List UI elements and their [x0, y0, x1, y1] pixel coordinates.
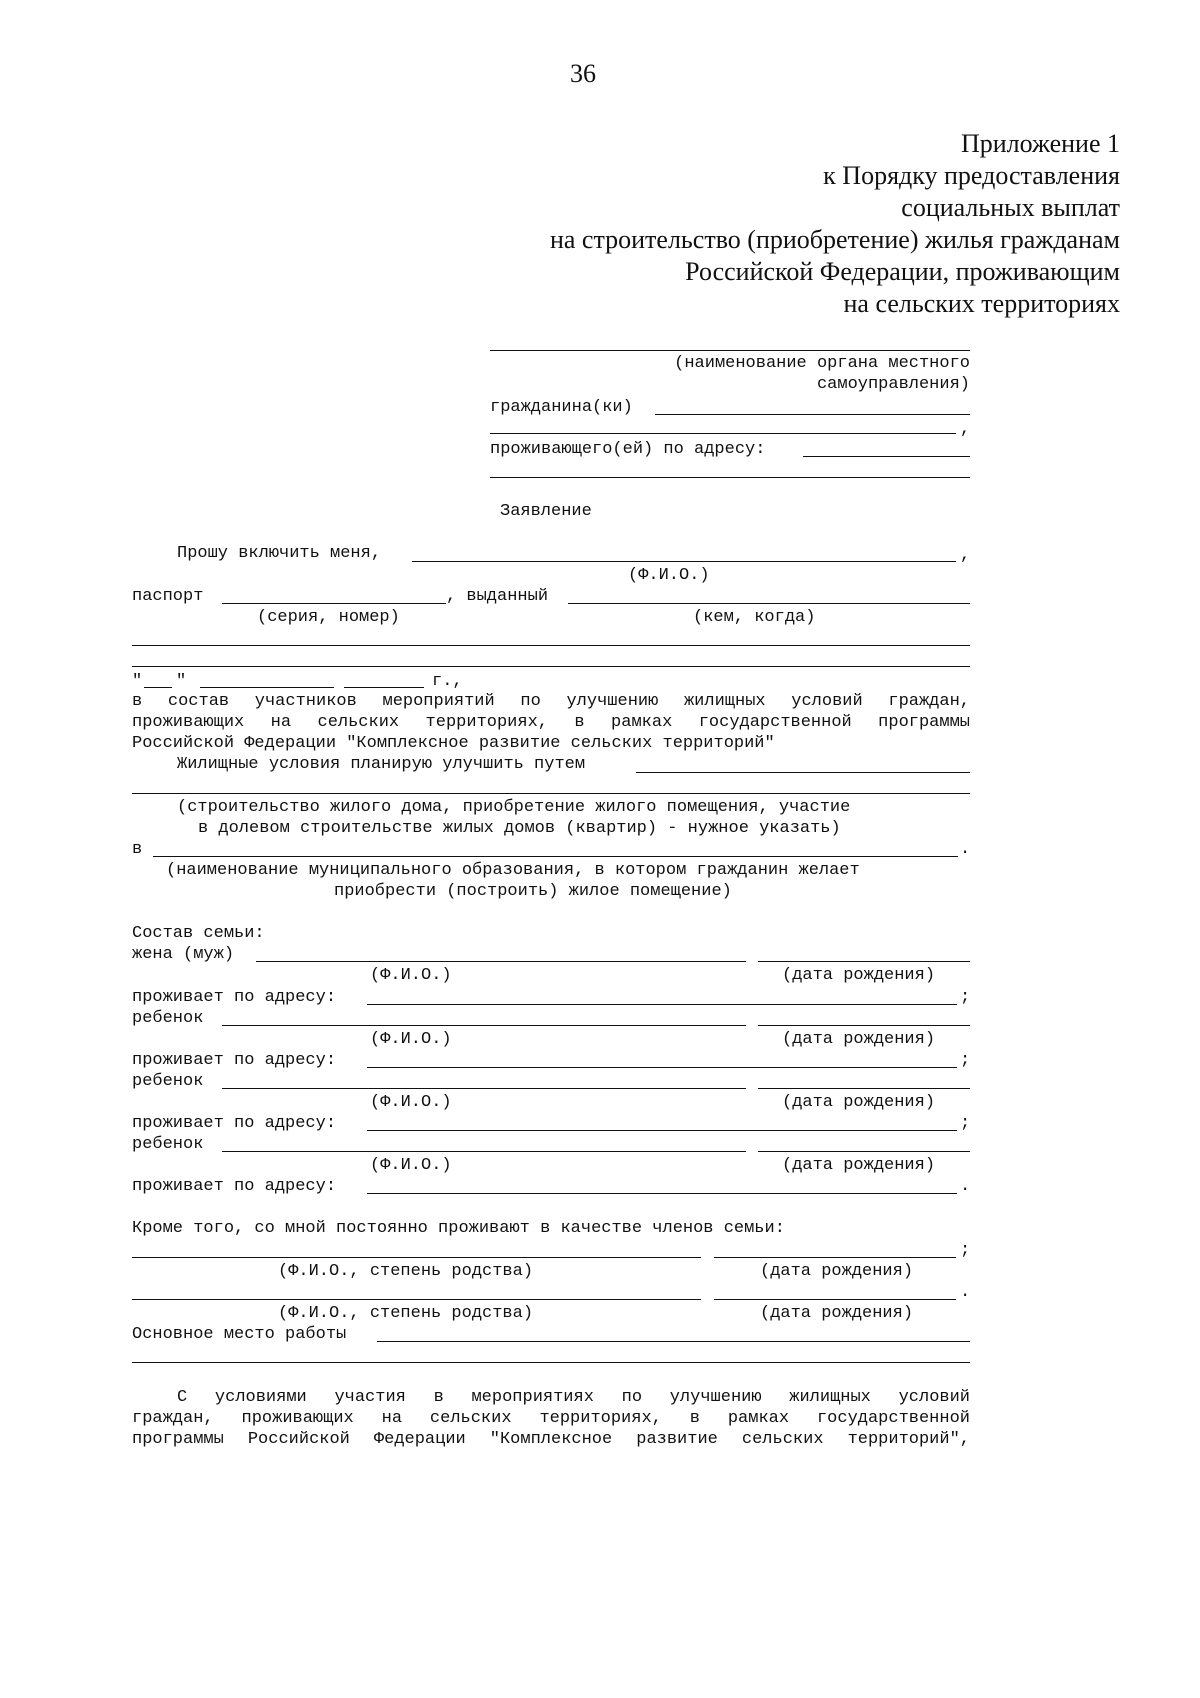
family-heading: Состав семьи: — [132, 924, 265, 943]
address-line-2[interactable] — [490, 477, 970, 478]
in-label: в — [132, 840, 143, 859]
birth-hint: (дата рождения) — [782, 1093, 936, 1112]
other-member-fio-line[interactable] — [132, 1299, 701, 1300]
address-line[interactable] — [803, 456, 970, 457]
fio-hint: (Ф.И.О.) — [370, 1030, 452, 1049]
authority-line[interactable] — [490, 350, 970, 351]
method-hint-2: в долевом строительстве жилых домов (квартир) - нужное указать) — [198, 819, 841, 838]
address-label: проживает по адресу: — [132, 988, 337, 1007]
issued-by-line-3[interactable] — [132, 666, 970, 667]
birth-hint: (дата рождения) — [782, 966, 936, 985]
fio-hint: (Ф.И.О.) — [370, 966, 452, 985]
address-label: проживает по адресу: — [132, 1114, 337, 1133]
residing-label: проживающего(ей) по адресу: — [490, 440, 766, 459]
fio-hint: (Ф.И.О.) — [370, 1156, 452, 1175]
birth-hint: (дата рождения) — [782, 1156, 936, 1175]
child-fio-line[interactable] — [222, 1088, 746, 1089]
other-member-fio-line[interactable] — [132, 1257, 701, 1258]
relation-hint: (Ф.И.О., степень родства) — [278, 1304, 534, 1323]
spouse-fio-line[interactable] — [256, 961, 746, 962]
semicolon: ; — [960, 988, 971, 1007]
address-label: проживает по адресу: — [132, 1177, 337, 1196]
child-label: ребенок — [132, 1135, 204, 1154]
child-address-line[interactable] — [367, 1193, 957, 1194]
citizen-name-line-2[interactable] — [490, 433, 956, 434]
date-year-line[interactable] — [344, 687, 424, 688]
semicolon: ; — [960, 1114, 971, 1133]
comma: , — [960, 420, 971, 439]
fio-hint: (Ф.И.О.) — [628, 566, 710, 585]
municipality-hint-1: (наименование муниципального образования, в котором гражданин желает — [166, 861, 860, 880]
comma: , — [960, 546, 971, 565]
date-quote-open: " — [132, 672, 143, 691]
document-title: Заявление — [500, 502, 592, 521]
spouse-address-line[interactable] — [367, 1004, 957, 1005]
passport-number-line[interactable] — [222, 603, 446, 604]
date-quote-close: " — [176, 672, 187, 691]
year-suffix: г., — [432, 672, 463, 691]
period: . — [960, 1283, 971, 1302]
child-fio-line[interactable] — [222, 1025, 746, 1026]
spouse-label: жена (муж) — [132, 945, 235, 964]
period: . — [960, 1177, 971, 1196]
issued-label: , выданный — [446, 587, 549, 606]
closing-line-2: граждан, проживающих на сельских территориях, в рамках государственной — [132, 1409, 970, 1428]
other-member-birth-line[interactable] — [714, 1299, 956, 1300]
closing-line-1: С условиями участия в мероприятиях по улучшению жилищных условий — [177, 1388, 970, 1407]
body-line-1: в состав участников мероприятий по улучшению жилищных условий граждан, — [132, 692, 970, 711]
series-hint: (серия, номер) — [257, 608, 400, 627]
work-label: Основное место работы — [132, 1325, 347, 1344]
birth-hint: (дата рождения) — [782, 1030, 936, 1049]
issued-by-line[interactable] — [568, 603, 970, 604]
appendix-line: Приложение 1 — [960, 129, 1120, 158]
appendix-line: на строительство (приобретение) жилья гражданам — [549, 225, 1120, 254]
page-number: 36 — [570, 59, 596, 88]
child-fio-line[interactable] — [222, 1151, 746, 1152]
child-birth-line[interactable] — [758, 1025, 970, 1026]
improve-method-line-2[interactable] — [132, 793, 970, 794]
body-line-2: проживающих на сельских территориях, в рамках государственной программы — [132, 713, 970, 732]
period: . — [960, 840, 971, 859]
passport-label: паспорт — [132, 587, 204, 606]
semicolon: ; — [960, 1051, 971, 1070]
closing-line-3: программы Российской Федерации "Комплексное развитие сельских территорий", — [132, 1430, 970, 1449]
citizen-name-line[interactable] — [655, 414, 970, 415]
other-member-birth-line[interactable] — [714, 1257, 956, 1258]
spouse-birth-line[interactable] — [758, 961, 970, 962]
child-address-line[interactable] — [367, 1130, 957, 1131]
child-label: ребенок — [132, 1072, 204, 1091]
relation-hint: (Ф.И.О., степень родства) — [278, 1262, 534, 1281]
fio-hint: (Ф.И.О.) — [370, 1093, 452, 1112]
body-line-3: Российской Федерации "Комплексное развитие сельских территорий" — [132, 734, 775, 753]
method-hint-1: (строительство жилого дома, приобретение жилого помещения, участие — [177, 798, 851, 817]
include-label: Прошу включить меня, — [177, 544, 382, 563]
appendix-header — [550, 128, 1120, 320]
child-birth-line[interactable] — [758, 1088, 970, 1089]
issued-by-line-2[interactable] — [132, 645, 970, 646]
appendix-line: Российской Федерации, проживающим — [685, 257, 1120, 286]
improve-method-line[interactable] — [636, 772, 970, 773]
authority-hint-1: (наименование органа местного — [674, 354, 970, 373]
municipality-hint-2: приобрести (построить) жилое помещение) — [334, 882, 732, 901]
child-address-line[interactable] — [367, 1067, 957, 1068]
appendix-line: социальных выплат — [901, 193, 1120, 222]
appendix-line: к Порядку предоставления — [823, 161, 1120, 190]
birth-hint: (дата рождения) — [760, 1304, 914, 1323]
authority-hint-2: самоуправления) — [816, 375, 970, 394]
others-heading: Кроме того, со мной постоянно проживают в качестве членов семьи: — [132, 1219, 785, 1238]
municipality-line[interactable] — [153, 856, 958, 857]
applicant-fio-line[interactable] — [412, 561, 956, 562]
child-label: ребенок — [132, 1009, 204, 1028]
address-label: проживает по адресу: — [132, 1051, 337, 1070]
citizen-label: гражданина(ки) — [490, 398, 633, 417]
child-birth-line[interactable] — [758, 1151, 970, 1152]
by-whom-hint: (кем, когда) — [693, 608, 816, 627]
date-month-line[interactable] — [200, 687, 334, 688]
birth-hint: (дата рождения) — [760, 1262, 914, 1281]
work-place-line[interactable] — [377, 1341, 970, 1342]
semicolon: ; — [960, 1241, 971, 1260]
work-place-line-2[interactable] — [132, 1362, 970, 1363]
date-day-line[interactable] — [144, 687, 172, 688]
appendix-line: на сельских территориях — [843, 289, 1120, 318]
improve-label: Жилищные условия планирую улучшить путем — [177, 755, 586, 774]
